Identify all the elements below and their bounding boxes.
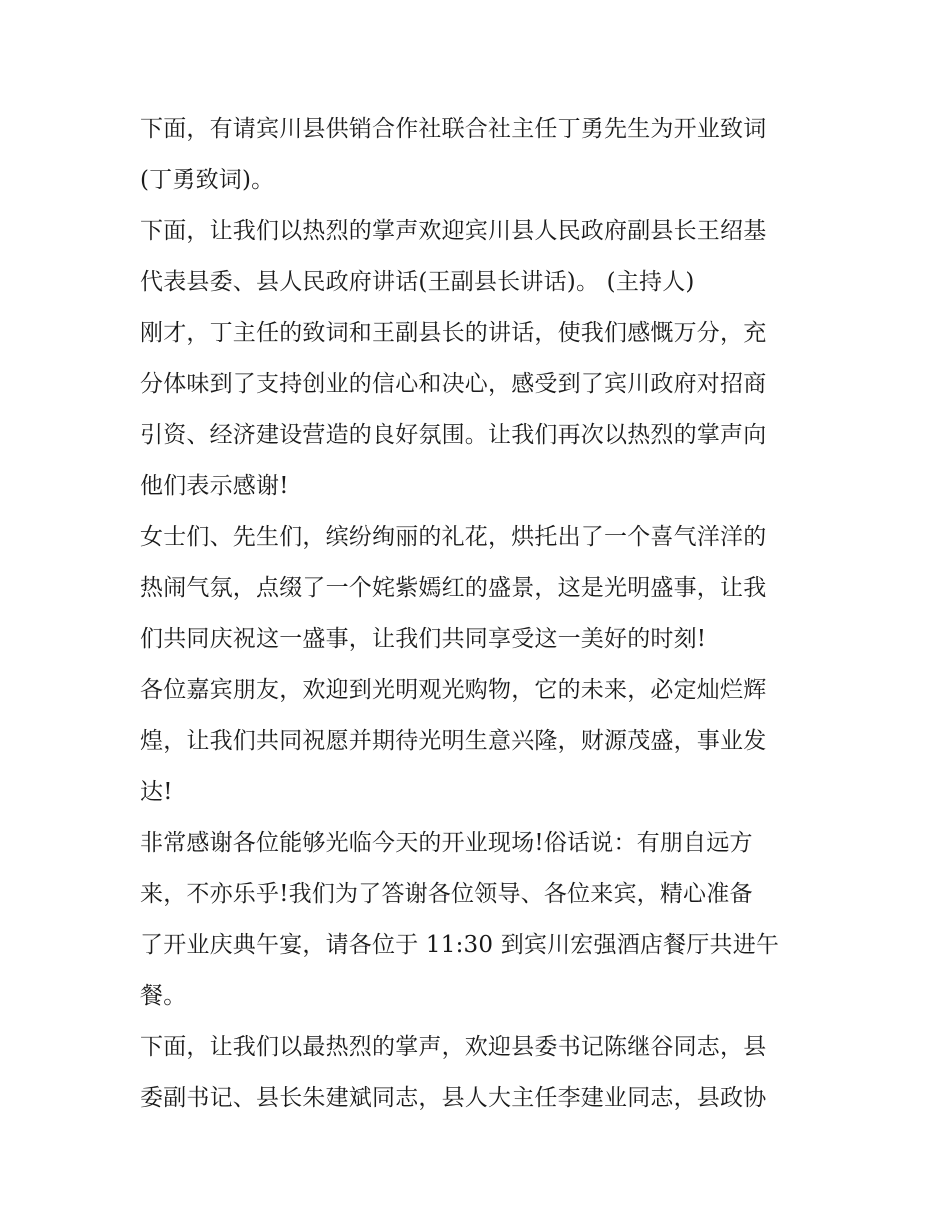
text-line: 下面，有请宾川县供销合作社联合社主任丁勇先生为开业致词 (140, 116, 767, 142)
paragraph-vice-mayor-invitation (140, 206, 816, 308)
paragraph-celebration (140, 512, 816, 665)
text-line: 引资、经济建设营造的良好氛围。让我们再次以热烈的掌声向 (140, 422, 767, 448)
text-line: 委副书记、县长朱建斌同志，县人大主任李建业同志，县政协 (140, 1085, 767, 1111)
paragraph-leaders-introduction (140, 1022, 816, 1124)
paragraph-welcome-guests (140, 665, 816, 818)
text-line: (丁勇致词)。 (140, 167, 275, 193)
text-line: 女士们、先生们，缤纷绚丽的礼花，烘托出了一个喜气洋洋的 (140, 524, 767, 550)
text-line: 非常感谢各位能够光临今天的开业现场!俗话说：有朋自远方 (140, 830, 753, 856)
text-line: 煌，让我们共同祝愿并期待光明生意兴隆，财源茂盛，事业发 (140, 728, 767, 754)
text-line: 下面，让我们以热烈的掌声欢迎宾川县人民政府副县长王绍基 (140, 218, 767, 244)
text-line: 们共同庆祝这一盛事，让我们共同享受这一美好的时刻! (140, 626, 707, 652)
text-line: 代表县委、县人民政府讲话(王副县长讲话)。 (主持人) (140, 269, 695, 295)
text-line: 各位嘉宾朋友，欢迎到光明观光购物，它的未来，必定灿烂辉 (140, 677, 767, 703)
paragraph-banquet-announcement (140, 818, 816, 1022)
paragraph-opening-speech-invitation (140, 104, 816, 206)
text-line: 餐。 (140, 983, 187, 1009)
text-line: 了开业庆典午宴，请各位于 11:30 到宾川宏强酒店餐厅共进午 (140, 932, 780, 958)
document-body (140, 104, 816, 1124)
text-line: 刚才，丁主任的致词和王副县长的讲话，使我们感慨万分，充 (140, 320, 767, 346)
text-line: 热闹气氛，点缀了一个姹紫嫣红的盛景，这是光明盛事，让我 (140, 575, 767, 601)
text-line: 达! (140, 779, 173, 805)
text-line: 他们表示感谢! (140, 473, 289, 499)
text-line: 分体味到了支持创业的信心和决心，感受到了宾川政府对招商 (140, 371, 767, 397)
paragraph-thanks (140, 308, 816, 512)
text-line: 来，不亦乐乎!我们为了答谢各位领导、各位来宾，精心准备 (140, 881, 753, 907)
text-line: 下面，让我们以最热烈的掌声，欢迎县委书记陈继谷同志，县 (140, 1034, 767, 1060)
